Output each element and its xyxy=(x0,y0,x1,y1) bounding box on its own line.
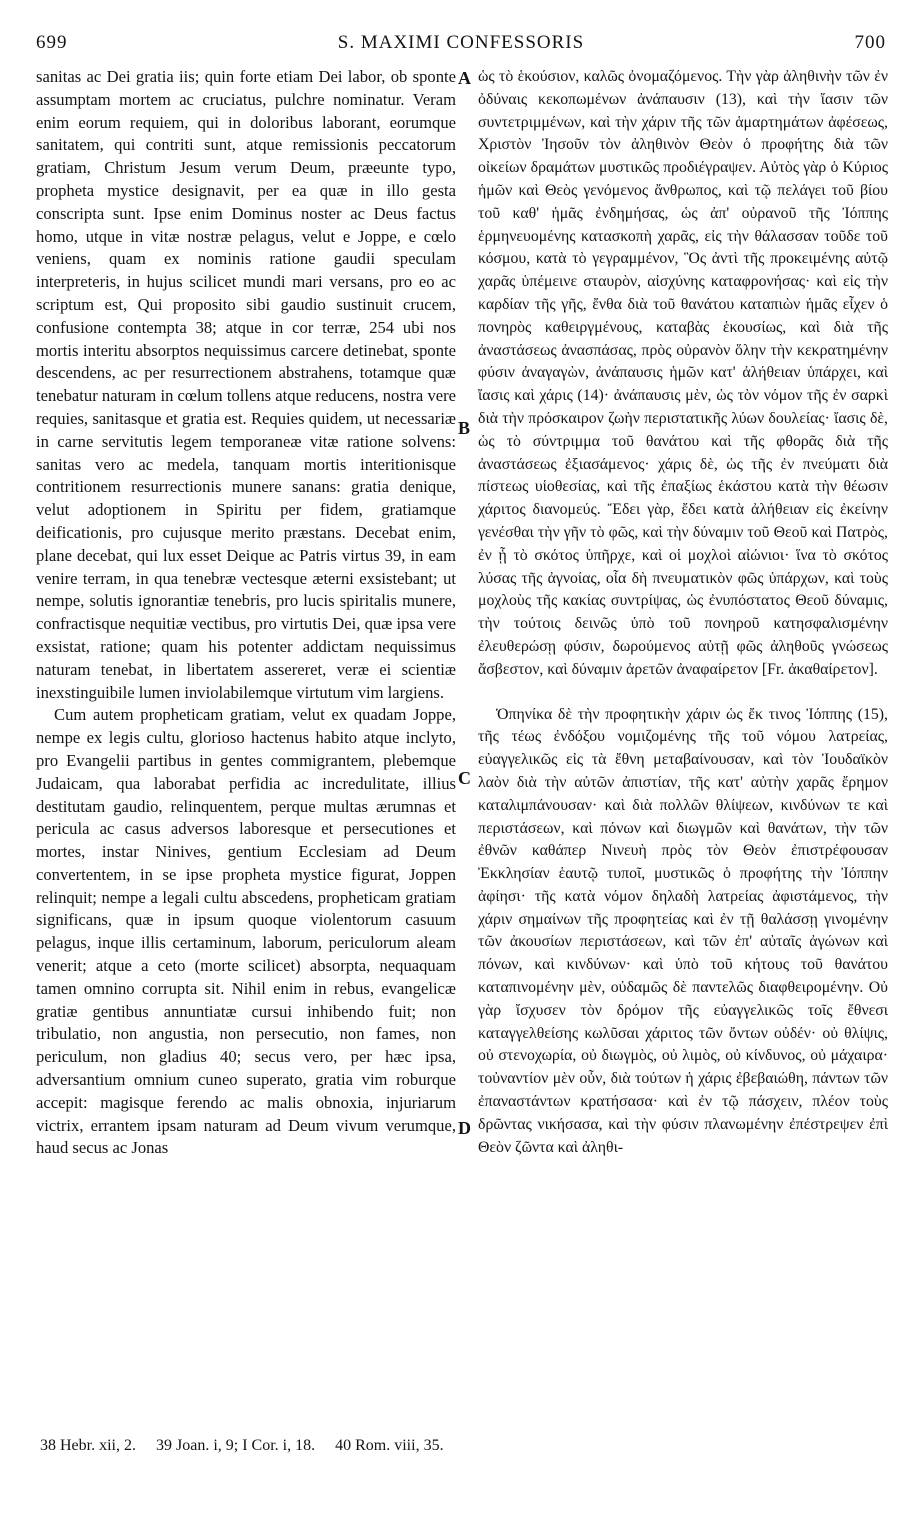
greek-column xyxy=(478,66,888,1159)
margin-marker-b: B xyxy=(458,418,471,438)
running-title: S. MAXIMI CONFESSORIS xyxy=(337,32,585,53)
greek-paragraph-1: ὡς τὸ ἑκούσιον, καλῶς ὀνομαζόμενος. Τὴν γὰρ ἀληθινὴν τῶν ἐν ὀδύναις κεκοπωμένων ἀνάπαυσιν (13), καὶ τὴν ἴασιν τῶν συντετριμμένων, καὶ τὴν χάριν τῆς τῶν ἁμαρτημάτων ἀφέσεως, Χριστὸν Ἰησοῦν τὸν ἀληθινὸν Θεὸν ὁ προφήτης διὰ τῶν οἰκείων δραμάτων μυστικῶς προδιέγραψεν. Αὐτὸς γὰρ ὁ Κύριος ἡμῶν καὶ Θεὸς γενόμενος ἄνθρωπος, καὶ τῷ πελάγει τοῦ βίου τοῦ καθ' ἡμᾶς ἐνδημήσας, ὡς ἀπ' οὐρανοῦ τῆς Ἰόππης ἑρμηνευομένης κατασκοπὴ χαρᾶς, εἰς τὴν θάλασσαν τοῦδε τοῦ κόσμου, κατὰ τὸ γεγραμμένον, Ὃς ἀντὶ τῆς προκειμένης αὐτῷ χαρᾶς ὑπέμεινε σταυρὸν, αἰσχύνης καταφρονήσας· καὶ εἰς τὴν καρδίαν τῆς γῆς, ἔνθα διὰ τοῦ θανάτου καταπιὼν ἡμᾶς εἶχεν ὁ πονηρὸς καθειργμένους, καταβὰς ἑκουσίως, καὶ διὰ τῆς ἀναστάσεως ἀνασπάσας, πρὸς οὐρανὸν ὅλην τὴν κεκρατημένην φύσιν ἀναγαγὼν, ἀνάπαυσις ἡμῶν κατ' ἀλήθειαν ὑπάρχει, καὶ ἴασις καὶ χάρις (14)· ἀνάπαυσις μὲν, ὡς τὸν νόμον τῆς ἐν σαρκὶ διὰ τὴν πρόσκαιρον ζωὴν περιστατικῆς λύων δουλείας· ἴασις δὲ, ὡς τὸ σύντριμμα τοῦ θανάτου καὶ τῆς φθορᾶς διὰ τῆς ἀναστάσεως ἐξιασάμενος· χάρις δὲ, ὡς τῆς ἐν πνεύματι διὰ πίστεως υἱοθεσίας, καὶ τῆς ἐπαξίως ἑκάστου κατὰ τὴν θέωσιν χάριτος διανομεύς. Ἔδει γὰρ, ἔδει κατὰ ἀλήθειαν εἰς ἐκείνην γενέσθαι τὴν γῆν τὸ φῶς, καὶ τὴν δύναμιν τοῦ Θεοῦ καὶ Πατρὸς, ἐν ᾗ τὸ σκότος ὑπῆρχε, καὶ οἱ μοχλοὶ αἰώνιοι· ἵνα τὸ σκότος λύσας τῆς ἀγνοίας, οἷα δὴ πνευματικὸν φῶς ὑπάρχων, καὶ τοὺς μοχλοὺς τῆς κακίας συντρίψας, ὡς ἐνυπόστατος Θεοῦ δύναμις, τὴν τούτοις δεινῶς ὑπὸ τοῦ πονηροῦ κατησφαλισμένην ἐλευθερώσῃ φύσιν, δωρούμενος αὐτῇ φῶς ἀληθοῦς γνώσεως ἄσβεστον, καὶ δύναμιν ἀρετῶν ἀναφαίρετον [Fr. ἀκαθαίρετον]. xyxy=(478,68,888,678)
footnote-38: 38 Hebr. xii, 2. xyxy=(40,1437,136,1454)
latin-column xyxy=(36,66,456,1160)
margin-marker-c: C xyxy=(458,768,471,788)
page-header xyxy=(36,32,886,58)
footnote-40: 40 Rom. viii, 35. xyxy=(335,1437,444,1454)
margin-marker-d: D xyxy=(458,1118,471,1138)
greek-paragraph-2: Ὁπηνίκα δὲ τὴν προφητικὴν χάριν ὡς ἔκ τινος Ἰόππης (15), τῆς τέως ἐνδόξου νομιζομένης τῆς τοῦ νόμου λατρείας, εὐαγγελικῶς εἰς τὰ ἔθνη μεταβαίνουσαν, καὶ τὸν Ἰουδαϊκὸν λαὸν διὰ τὴν αὐτῶν ἀπιστίαν, τῆς κατ' αὐτὴν χαρᾶς ἔρημον καταλιμπάνουσαν· καὶ διὰ πολλῶν θλίψεων, κινδύνων τε καὶ περιστάσεων, καὶ πόνων καὶ διωγμῶν καὶ θανάτων, τὴν τῶν ἐθνῶν καθάπερ Νινευὴ πρὸς τὸν Θεὸν ἐπιστρέφουσαν Ἐκκλησίαν ἑαυτῷ τυποῖ, μυστικῶς ὁ προφήτης τὴν Ἰόππην ἀφίησι· τῆς κατὰ νόμον δηλαδὴ λατρείας ἀφιστάμενος, τὴν χάριν σημαίνων τῆς προφητείας καὶ ἐν τῇ θαλάσσῃ γινομένην τῶν ἀκουσίων περιστάσεων, καὶ τῶν ἐπ' αὐταῖς ἀγώνων καὶ πόνων, καὶ κινδύνων· καὶ ὑπὸ τοῦ κήτους τοῦ θανάτου καταπινομένην μὲν, οὐδαμῶς δὲ παντελῶς διαφθειρομένην. Οὐ γὰρ ἴσχυσεν τὸν δρόμον τῆς εὐαγγελικῶς τοῖς ἔθνεσι καταγγελθείσης κωλῦσαι χάριτος τῶν ὄντων οὐδέν· οὐ θλίψις, οὐ στενοχωρία, οὐ διωγμὸς, οὐ λιμὸς, οὐ κίνδυνος, οὐ μάχαιρα· τοὐναντίον μὲν οὖν, διὰ τούτων ἡ χάρις ἐβεβαιώθη, πάντων τῶν ἐπαναστάντων κρατήσασα· καὶ ἐν τῷ πάσχειν, πλέον τοὺς δρῶντας νικήσασα, καὶ τὴν φύσιν πλανωμένην ἐπέστρεψεν ἐπὶ Θεὸν ζῶντα καὶ ἀληθι- xyxy=(478,705,888,1156)
latin-paragraph-2: Cum autem propheticam gratiam, velut ex quadam Joppe, nempe ex legis cultu, glorioso hactenus habito atque inclyto, pro Evangelii partibus in gentes commigrantem, plebemque Judaicam, qua laborabat perfidia ac incredulitate, illius destitutam gaudio, relinquentem, perque multas ærumnas et pericula ac casus adversos laboresque et persecutiones et mortes, instar Ninives, gentium Ecclesiam ad Deum convertentem, in se ipse propheta mystice figurat, Joppen relinquit; nempe a legali cultu abscedens, propheticam gratiam significans, quæ in ipsum quoque violentorum casuum pelagus, inque illis certaminum, laborum, periculorum aleam venerit; atque a ceto (morte scilicet) absorpta, nequaquam tamen omnino corrupta sit. Nihil enim in rebus, evangelicæ gratiæ gentibus annuntiatæ cursui inhibendo fuit; non tribulatio, non angustia, non persecutio, non fames, non periculum, non gladius 40; secus vero, per hæc ipsa, adversantium omnium cuneo superato, gratia vim roburque accepit: magisque ferendo ac malis obnoxia, injuriarum victrix, errantem ipsam naturam ad Deum vivum verumque, haud secus ac Jonas xyxy=(36,705,456,1158)
latin-paragraph-1: sanitas ac Dei gratia iis; quin forte etiam Dei labor, ob sponte assumptam mortem ac cruciatus, pulchre nominatur. Veram enim eorum requiem, qui in doloribus laborant, eorumque sanitatem, qui contriti sunt, atque remissionis peccatorum gratiam, Christum Jesum verum Deum, præeunte typo, propheta mystice designavit, per ea quæ in illo gesta conscripta sunt. Ipse enim Dominus noster ac Deus factus homo, utque in vitæ nostræ pelagus, velut e Joppe, e cœlo veniens, quam ex nominis ratione gaudii speculam interpreteris, in hujus scilicet mundi mari versans, pro eo ac scriptum est, Qui proposito sibi gaudio sustinuit crucem, confusione contempta 38; atque in cor terræ, 254 ubi nos mortis interitu absorptos nequissimus carcere detinebat, sponte descendens, ac per resurrectionem abstrahens, totamque quæ tenebatur naturam in cœlum tollens atque reducens, nostra vere requies, sanitasque et gratia est. Requies quidem, ut necessariæ in carne servitutis legem temporaneæ vitæ ratione solvens: sanitas vero ac medela, tanquam mortis interitionisque contritionem resurrectionis munere sanans: gratia denique, velut adoptionem in Spiritu per fidem, gratiamque deificationis, pro cujusque merito præstans. Decebat enim, plane decebat, qui lux esset Deique ac Patris virtus 39, in eam venire terram, in qua tenebræ vectesque æterni exsistebant; ut nempe, solutis ignorantiæ tenebris, pro lucis spiritalis munere, confractisque nequitiæ vectibus, pro virtutis Dei, quæ ipsa vere exsistat, ratione; quam his potenter addictam nequissimus naturam tenebat, in libertatem assereret, veræ ei scientiæ inexstinguibile lumen inviolabilemque virtutum vim largiens. xyxy=(36,67,456,702)
margin-marker-a: A xyxy=(458,68,471,88)
right-page-number: 700 xyxy=(854,32,886,53)
footnote-39: 39 Joan. i, 9; I Cor. i, 18. xyxy=(156,1437,316,1454)
left-page-number: 699 xyxy=(36,32,68,53)
footnotes xyxy=(40,1437,880,1455)
